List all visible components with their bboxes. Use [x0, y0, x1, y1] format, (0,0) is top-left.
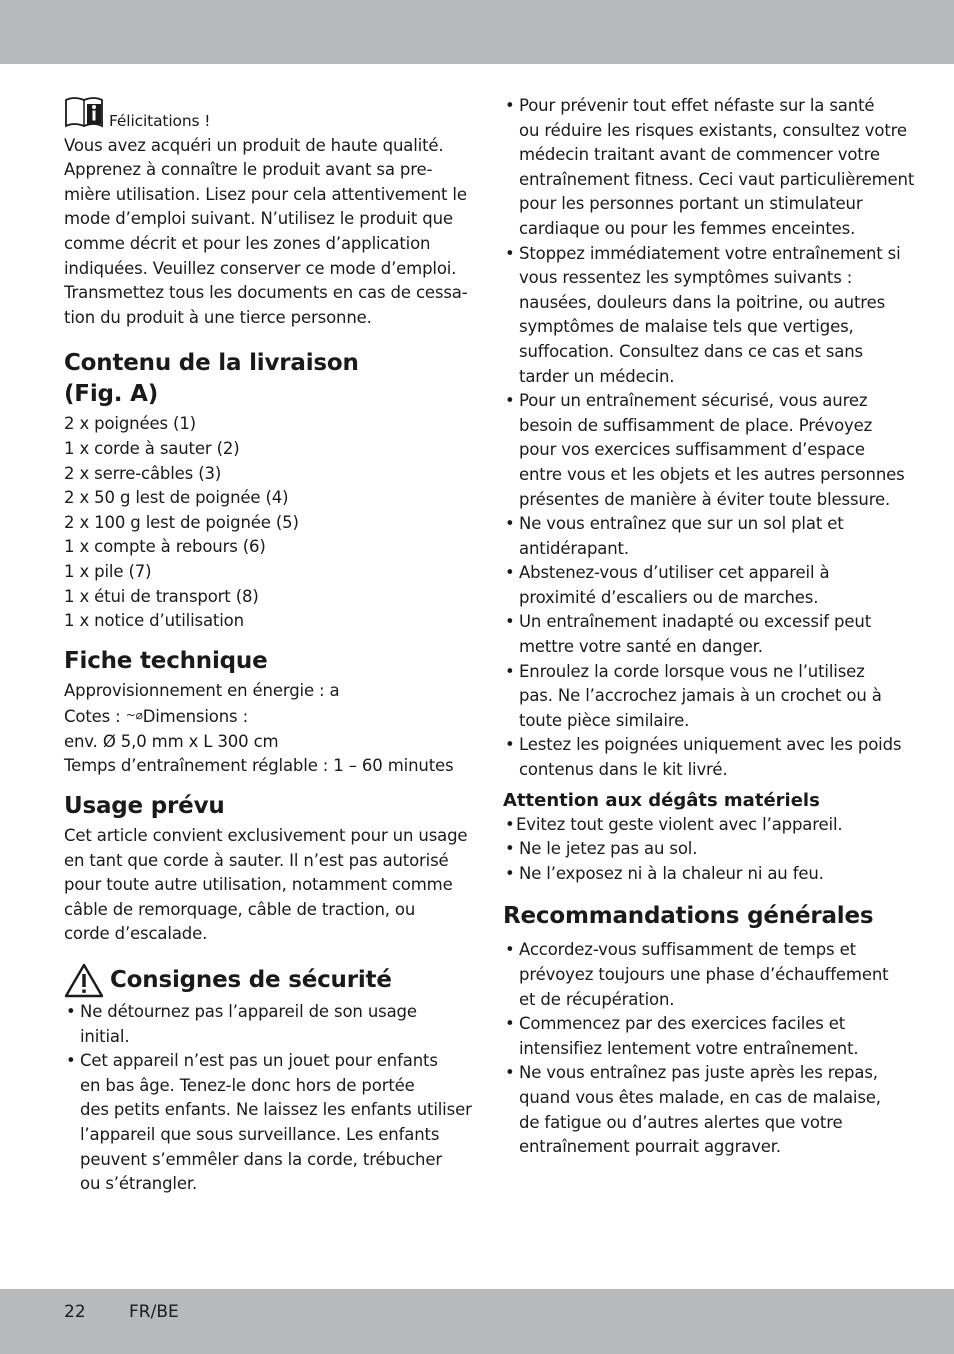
bullet-line: initial. — [80, 1026, 130, 1046]
list-item: • Ne détournez pas l’appareil de son usage initial. — [64, 1000, 454, 1049]
damage-list — [503, 813, 898, 887]
list-item: • Ne le jetez pas au sol. — [505, 839, 698, 859]
bullet-line: pour vos exercices suffisamment d’espace — [519, 440, 865, 460]
usage-line: en tant que corde à sauter. Il n’est pas autorisé — [64, 850, 449, 870]
list-item: 1 x notice d’utilisation — [64, 611, 244, 631]
list-item: • Stoppez immédiatement votre entraînement si vous ressentez les symptômes suivants : nausées, douleurs dans la poitrine, ou autres symptômes de malaise tels que vertiges, suffocation. Consultez dans ce cas et sans tarder un médecin. — [503, 242, 898, 390]
contents-title — [64, 348, 454, 410]
bullet-line: Stoppez immédiatement votre entraînement si — [519, 243, 901, 263]
list-item: • Cet appareil n’est pas un jouet pour enfants en bas âge. Tenez-le donc hors de portée des petits enfants. Ne laissez les enfants utiliser l’appareil que sous surveillance. Les enfants peuvent s’emmêler dans la corde, trébucher ou s’étrangler. — [64, 1049, 454, 1197]
specs-title: Fiche technique — [64, 647, 268, 674]
intro-line: Vous avez acquéri un produit de haute qualité. — [64, 135, 444, 155]
bullet-line: suffocation. Consultez dans ce cas et sans — [519, 341, 863, 361]
bullet-line: ou réduire les risques existants, consultez votre — [519, 120, 907, 140]
list-item: • Ne vous entraînez que sur un sol plat et antidérapant. — [503, 512, 898, 561]
page-number: 22 — [64, 1302, 86, 1322]
spec-cotes-symbol: ~⌀ — [125, 708, 143, 723]
list-item: • Enroulez la corde lorsque vous ne l’utilisez pas. Ne l’accrochez jamais à un crochet ou à toute pièce similaire. — [503, 660, 898, 734]
list-item: • Lestez les poignées uniquement avec les poids contenus dans le kit livré. — [503, 733, 898, 782]
bullet-line: proximité d’escaliers ou de marches. — [519, 587, 819, 607]
bullet-line: antidérapant. — [519, 538, 629, 558]
list-item: • Pour prévenir tout effet néfaste sur la santé ou réduire les risques existants, consultez votre médecin traitant avant de commencer votre entraînement fitness. Ceci vaut particulièrement pour les personnes portant un stimulateur cardiaque ou pour les femmes enceintes. — [503, 94, 898, 242]
bullet-line: l’appareil que sous surveillance. Les enfants — [80, 1125, 440, 1144]
usage-text — [64, 824, 468, 947]
bullet-line: peuvent s’emmêler dans la corde, trébucher — [80, 1149, 442, 1169]
bullet-line: contenus dans le kit livré. — [519, 760, 728, 780]
usage-line: Cet article convient exclusivement pour un usage — [64, 826, 468, 846]
list-item: • Un entraînement inadapté ou excessif peut mettre votre santé en danger. — [503, 610, 898, 659]
bullet-line: vous ressentez les symptômes suivants : — [519, 268, 853, 288]
bullet-line: Commencez par des exercices faciles et — [519, 1014, 846, 1034]
list-item: 2 x serre-câbles (3) — [64, 463, 222, 483]
bullet-line: Ne vous entraînez que sur un sol plat et — [519, 514, 844, 534]
bullet-line: Ne le jetez pas au sol. — [519, 839, 698, 859]
list-item: 2 x 100 g lest de poignée (5) — [64, 512, 299, 532]
bullet-line: Pour un entraînement sécurisé, vous aurez — [519, 391, 868, 411]
bullet-line: et de récupération. — [519, 989, 675, 1009]
intro-line: Apprenez à connaître le produit avant sa pre- — [64, 160, 433, 180]
bullet-line: de fatigue ou d’autres alertes que votre — [519, 1112, 843, 1132]
intro-text — [64, 134, 468, 331]
list-item: 1 x pile (7) — [64, 561, 152, 581]
list-item: 2 x poignées (1) — [64, 414, 196, 434]
bullet-line: Ne vous entraînez pas juste après les repas, — [519, 1063, 878, 1083]
general-title: Recommandations générales — [503, 903, 874, 930]
bullet-line: Cet appareil n’est pas un jouet pour enfants — [80, 1051, 438, 1071]
bullet-line: mettre votre santé en danger. — [519, 637, 763, 657]
safety-title-row — [64, 963, 454, 998]
bullet-line: Abstenez-vous d’utiliser cet appareil à — [519, 563, 830, 583]
bullet-line: pour les personnes portant un stimulateur — [519, 194, 863, 214]
spec-cotes — [64, 703, 454, 730]
intro-line: tion du produit à une tierce personne. — [64, 307, 372, 327]
list-item: • Accordez-vous suffisamment de temps et prévoyez toujours une phase d’échauffement et de récupération. — [503, 938, 898, 1012]
bullet-line: ou s’étrangler. — [80, 1174, 198, 1194]
bullet-line: tarder un médecin. — [519, 366, 675, 386]
list-item: 1 x corde à sauter (2) — [64, 438, 240, 458]
bullet-line: Ne l’exposez ni à la chaleur ni au feu. — [519, 863, 824, 883]
info-book-icon — [64, 96, 104, 136]
contents-title-line: (Fig. A) — [64, 381, 159, 408]
intro-line: indiquées. Veuillez conserver ce mode d’emploi. — [64, 258, 457, 278]
usage-line: corde d’escalade. — [64, 924, 208, 944]
bullet-line: Evitez tout geste violent avec l’appareil. — [516, 814, 843, 834]
right-column — [503, 94, 915, 1160]
warning-triangle-icon — [64, 963, 104, 998]
bullet-line: nausées, douleurs dans la poitrine, ou autres — [519, 292, 886, 312]
safety-list-continued — [503, 94, 915, 783]
spec-cotes-value: Dimensions : — [142, 707, 248, 727]
language-code: FR/BE — [129, 1302, 179, 1322]
usage-title: Usage prévu — [64, 793, 225, 820]
contents-title-line: Contenu de la livraison — [64, 350, 359, 377]
damage-title: Attention aux dégâts matériels — [503, 789, 820, 811]
usage-line: câble de remorquage, câble de traction, ou — [64, 899, 416, 919]
bullet-line: en bas âge. Tenez-le donc hors de portée — [80, 1075, 415, 1095]
safety-title: Consignes de sécurité — [110, 967, 392, 994]
list-item: 2 x 50 g lest de poignée (4) — [64, 488, 289, 508]
specs-list — [64, 679, 454, 779]
bullet-line: Lestez les poignées uniquement avec les poids — [519, 735, 902, 755]
bullet-line: toute pièce similaire. — [519, 710, 690, 730]
spec-cotes-label: Cotes : — [64, 707, 121, 727]
contents-list — [64, 412, 454, 633]
bullet-line: Pour prévenir tout effet néfaste sur la santé — [519, 96, 875, 115]
bullet-line: pas. Ne l’accrochez jamais à un crochet ou à — [519, 686, 882, 706]
bullet-line: entraînement pourrait aggraver. — [519, 1137, 782, 1157]
list-item: • Abstenez-vous d’utiliser cet appareil à proximité d’escaliers ou de marches. — [503, 561, 898, 610]
bullet-line: médecin traitant avant de commencer votre — [519, 145, 880, 165]
intro-line: mode d’emploi suivant. N’utilisez le produit que — [64, 209, 453, 229]
bullet-line: entre vous et les objets et les autres personnes — [519, 464, 905, 484]
bullet-line: Accordez-vous suffisamment de temps et — [519, 940, 856, 960]
list-item: • Pour un entraînement sécurisé, vous aurez besoin de suffisamment de place. Prévoyez pour vos exercices suffisamment d’espace entre vous et les objets et les autres personnes présentes de manière à éviter toute blessure. — [503, 389, 898, 512]
spec-time: Temps d’entraînement réglable : 1 – 60 minutes — [64, 756, 454, 776]
intro-line: comme décrit et pour les zones d’application — [64, 233, 431, 253]
intro-line: Transmettez tous les documents en cas de cessa- — [64, 283, 468, 303]
list-item: • Ne l’exposez ni à la chaleur ni au feu. — [505, 863, 824, 883]
left-column — [64, 96, 472, 1197]
bullet-line: cardiaque ou pour les femmes enceintes. — [519, 218, 856, 238]
bullet-line: besoin de suffisamment de place. Prévoyez — [519, 415, 873, 435]
usage-line: pour toute autre utilisation, notamment comme — [64, 875, 453, 895]
list-item: • Ne vous entraînez pas juste après les repas, quand vous êtes malade, en cas de malaise, de fatigue ou d’autres alertes que votre entraînement pourrait aggraver. — [503, 1061, 898, 1159]
bullet-line: Enroulez la corde lorsque vous ne l’utilisez — [519, 661, 865, 681]
list-item: 1 x étui de transport (8) — [64, 586, 259, 606]
bullet-line: Ne détournez pas l’appareil de son usage — [80, 1002, 417, 1022]
spec-size: env. Ø 5,0 mm x L 300 cm — [64, 731, 279, 751]
intro-heading-row — [64, 96, 454, 136]
list-item: 1 x compte à rebours (6) — [64, 537, 266, 557]
bullet-line: symptômes de malaise tels que vertiges, — [519, 317, 854, 337]
safety-list — [64, 1000, 472, 1197]
list-item: • Commencez par des exercices faciles et intensifiez lentement votre entraînement. — [503, 1012, 898, 1061]
bullet-line: prévoyez toujours une phase d’échauffement — [519, 965, 889, 984]
bullet-line: entraînement fitness. Ceci vaut particulièrement — [519, 169, 915, 189]
general-list — [503, 938, 898, 1159]
intro-heading: Félicitations ! — [109, 112, 211, 130]
bullet-line: présentes de manière à éviter toute blessure. — [519, 489, 891, 509]
intro-line: mière utilisation. Lisez pour cela attentivement le — [64, 184, 467, 204]
header-bar — [0, 0, 954, 64]
spec-energy: Approvisionnement en énergie : a — [64, 680, 340, 700]
bullet-line: des petits enfants. Ne laissez les enfants utiliser — [80, 1100, 472, 1120]
bullet-line: Un entraînement inadapté ou excessif peut — [519, 612, 872, 632]
bullet-line: intensifiez lentement votre entraînement. — [519, 1038, 859, 1058]
bullet-line: quand vous êtes malade, en cas de malaise, — [519, 1087, 881, 1107]
list-item: • Evitez tout geste violent avec l’appareil. — [505, 814, 843, 834]
